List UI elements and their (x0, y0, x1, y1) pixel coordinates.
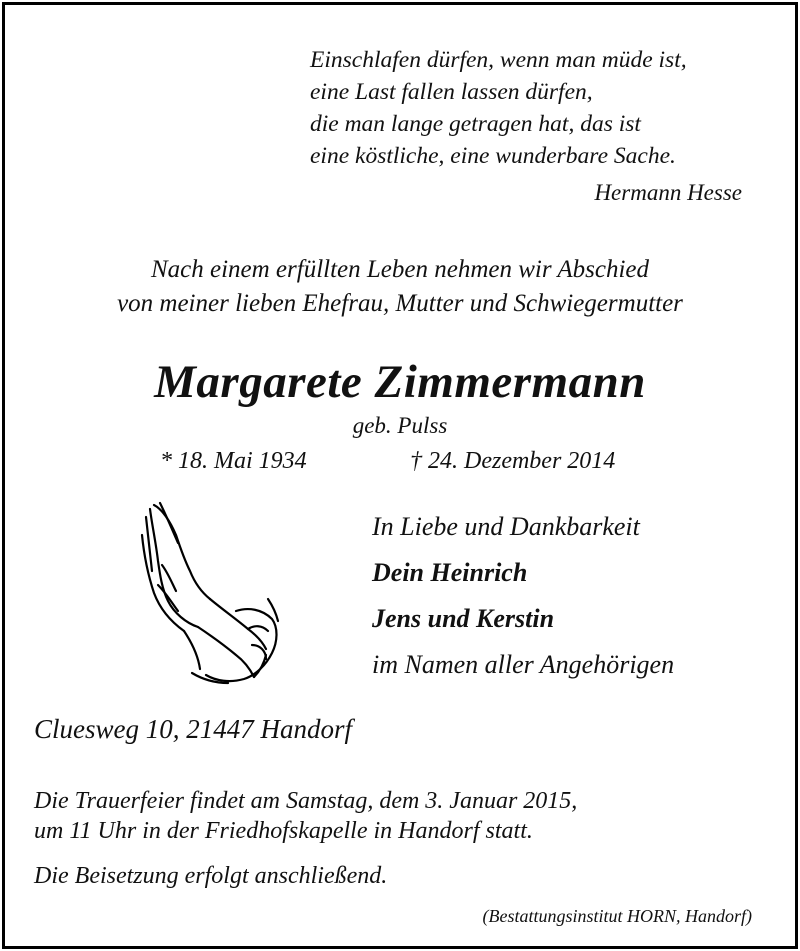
death-date: † 24. Dezember 2014 (410, 448, 616, 474)
mourner-name: Dein Heinrich (372, 558, 528, 587)
burial-info: Die Beisetzung erfolgt anschließend. (34, 863, 388, 889)
quote-author: Hermann Hesse (594, 180, 742, 205)
mourner-line: In Liebe und Dankbarkeit (372, 512, 640, 541)
ceremony-line: um 11 Uhr in der Friedhofskapelle in Handorf statt. (34, 818, 533, 844)
deceased-name: Margarete Zimmermann (154, 356, 646, 408)
mourner-line: im Namen aller Angehörigen (372, 650, 675, 679)
praying-hands-icon (132, 495, 282, 685)
birth-date: * 18. Mai 1934 (160, 448, 307, 474)
ceremony-line: Die Trauerfeier findet am Samstag, dem 3. Januar 2015, (34, 788, 578, 814)
quote-line: Einschlafen dürfen, wenn man müde ist, (310, 47, 687, 73)
born-name: geb. Pulss (352, 413, 448, 438)
mourner-name: Jens und Kerstin (372, 604, 555, 633)
quote-line: die man lange getragen hat, das ist (310, 111, 641, 137)
intro-line: Nach einem erfüllten Leben nehmen wir Abschied (150, 256, 650, 283)
funeral-home: (Bestattungsinstitut HORN, Handorf) (482, 906, 752, 926)
intro-line: von meiner lieben Ehefrau, Mutter und Schwiegermutter (117, 290, 683, 317)
address: Cluesweg 10, 21447 Handorf (34, 714, 353, 744)
quote-line: eine Last fallen lassen dürfen, (310, 79, 593, 105)
quote-line: eine köstliche, eine wunderbare Sache. (310, 143, 676, 169)
